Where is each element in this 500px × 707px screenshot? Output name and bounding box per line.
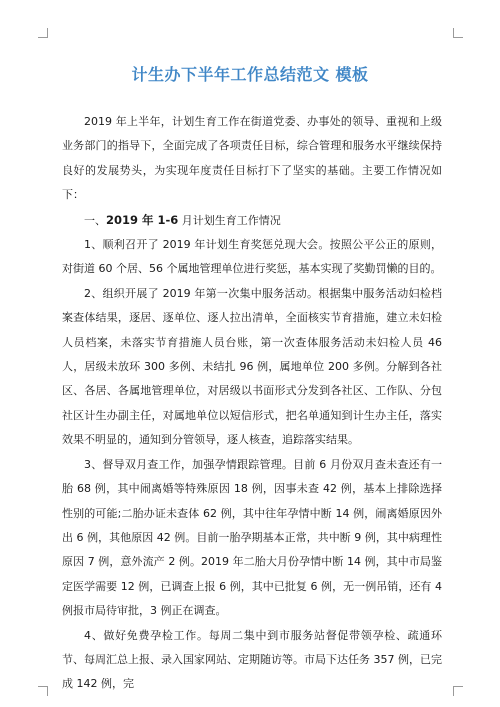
item-paragraph-2: 2、组织开展了 2019 年第一次集中服务活动。根据集中服务活动妇检档案查体结果，逐居、逐单位、逐人拉出清单，全面核实节育措施，建立未妇检人员档案，未落实节育措施人员台账，第一次查体服务活动未妇检人员 46 人，居级未放环 300 多例、未结扎 96 例，属地单位 200 多例。分解到各社区、各居、各属地管理单位，对居级以书面形式分发到各社区、工作队、分包社区计生办副主任，对属地单位以短信形式，把名单通知到计生办主任，落实效果不明显的，通知到分管领导，逐人核查，追踪落实结果。 [62,286,442,447]
crop-mark-top-left [38,28,48,38]
section-suffix: 月计划生育工作情况 [178,213,281,227]
item-paragraph-1: 1、顺利召开了 2019 年计划生育奖惩兑现大会。按照公平公正的原则，对街道 60 个居、56 个属地管理单位进行奖惩，基本实现了奖勤罚懒的目的。 [62,238,442,276]
section-bold-text: 2019 年 1-6 [106,212,179,227]
item-paragraph-3: 3、督导双月查工作，加强孕情跟踪管理。目前 6 月份双月查未查还有一胎 68 例，其中闹离婚等特殊原因 18 例，因事未查 42 例，基本上排除选择性别的可能;二胎办证未查体 62 例，其中往年孕情中断 14 例，闹离婚原因外出 6 例，其他原因 42 例。目前一胎孕期基本正常，共中断 9 例，其中病理性原因 7 例，意外流产 2 例。2019 年二胎大月份孕情中断 14 例，其中市局鉴定医学需要 12 例，已调查上报 6 例，其中已批复 6 例，无一例吊销，还有 4 例报市局待审批，3 例正在调查。 [62,457,442,618]
item-paragraph-4: 4、做好免费孕检工作。每周二集中到市服务站督促带领孕检、疏通环节、每周汇总上报、录入国家网站、定期随访等。市局下达任务 357 例，已完成 142 例，完 [62,628,442,691]
crop-mark-bottom-right [453,686,463,696]
section-prefix: 一、 [84,213,106,227]
intro-paragraph: 2019 年上半年，计划生育工作在街道党委、办事处的领导、重视和上级业务部门的指导下，全面完成了各项责任目标，综合管理和服务水平继续保持良好的发展势头，为实现年度责任目标打下了坚实的基础。主要工作情况如下： [62,115,442,202]
document-body [62,110,442,697]
section-heading-1 [62,208,442,233]
document-title: 计生办下半年工作总结范文 模板 [131,65,369,84]
crop-mark-bottom-left [38,686,48,696]
crop-mark-top-right [453,28,463,38]
